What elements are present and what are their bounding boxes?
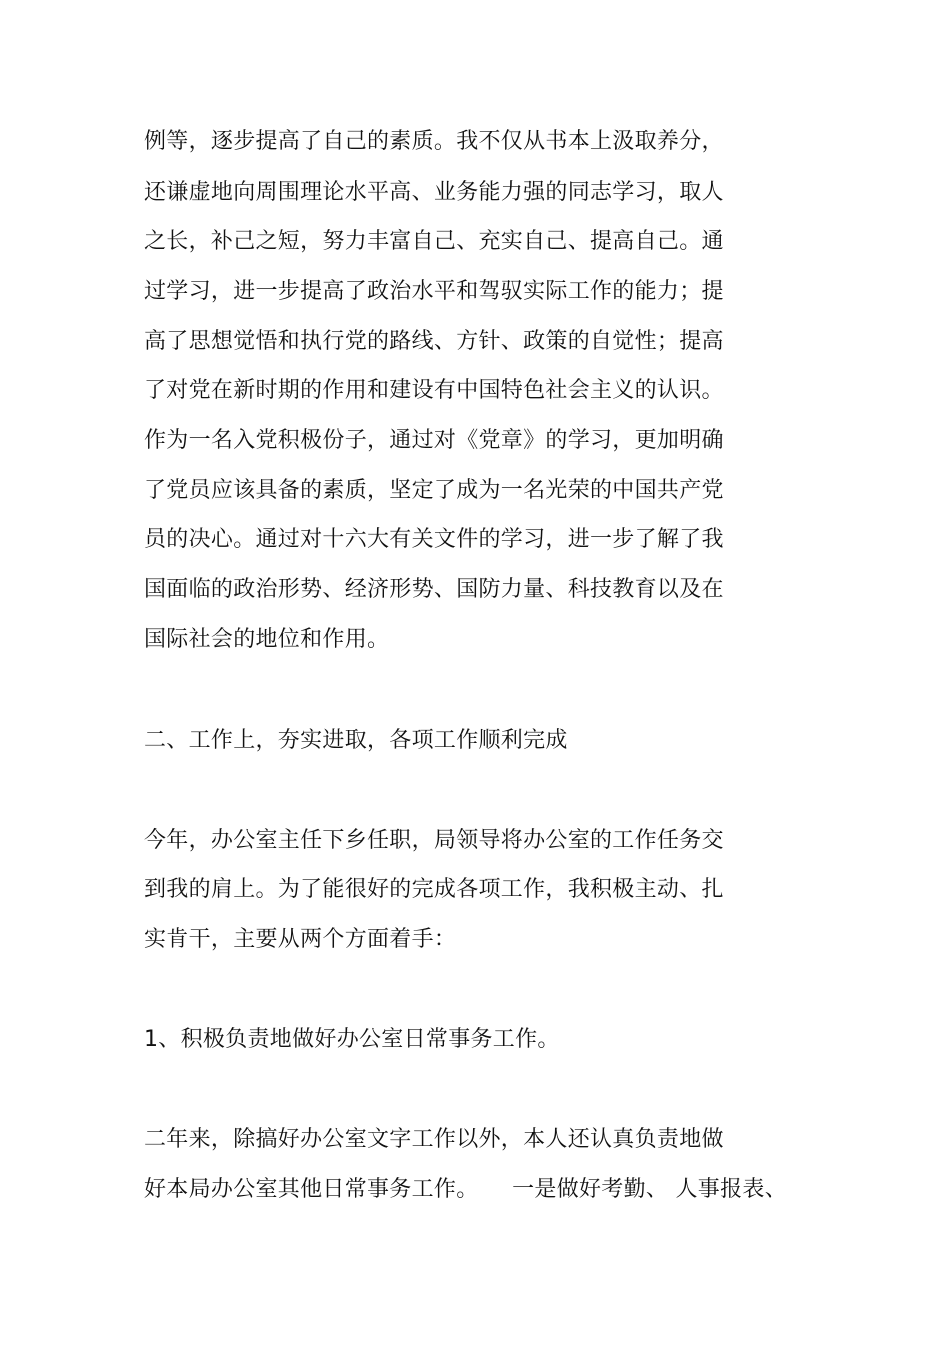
text-line: 了党员应该具备的素质，坚定了成为一名光荣的中国共产党 — [144, 478, 724, 503]
text-line: 国际社会的地位和作用。 — [144, 627, 390, 652]
text-line: 作为一名入党积极份子，通过对《党章》的学习，更加明确 — [144, 428, 724, 453]
text-line: 了对党在新时期的作用和建设有中国特色社会主义的认识。 — [144, 378, 724, 403]
text-line: 国面临的政治形势、经济形势、国防力量、科技教育以及在 — [144, 577, 724, 602]
text-line: 高了思想觉悟和执行党的路线、方针、政策的自觉性；提高 — [144, 329, 724, 354]
text-line: 过学习，进一步提高了政治水平和驾驭实际工作的能力；提 — [144, 279, 724, 304]
section-heading: 二、工作上，夯实进取，各项工作顺利完成 — [144, 728, 568, 753]
text-line: 到我的肩上。为了能很好的完成各项工作，我积极主动、扎 — [144, 877, 724, 902]
text-line: 还谦虚地向周围理论水平高、业务能力强的同志学习，取人 — [144, 180, 724, 205]
text-line: 好本局办公室其他日常事务工作。 一是做好考勤、 人事报表、 — [144, 1177, 787, 1202]
text-line: 实肯干，主要从两个方面着手： — [144, 927, 457, 952]
list-item-heading: 1、积极负责地做好办公室日常事务工作。 — [144, 1027, 560, 1052]
text-line: 例等，逐步提高了自己的素质。我不仅从书本上汲取养分， — [144, 129, 724, 154]
text-line: 之长，补己之短，努力丰富自己、充实自己、提高自己。通 — [144, 229, 724, 254]
text-line: 二年来，除搞好办公室文字工作以外，本人还认真负责地做 — [144, 1127, 724, 1152]
text-line: 今年，办公室主任下乡任职，局领导将办公室的工作任务交 — [144, 828, 724, 853]
text-line: 员的决心。通过对十六大有关文件的学习，进一步了解了我 — [144, 527, 724, 552]
